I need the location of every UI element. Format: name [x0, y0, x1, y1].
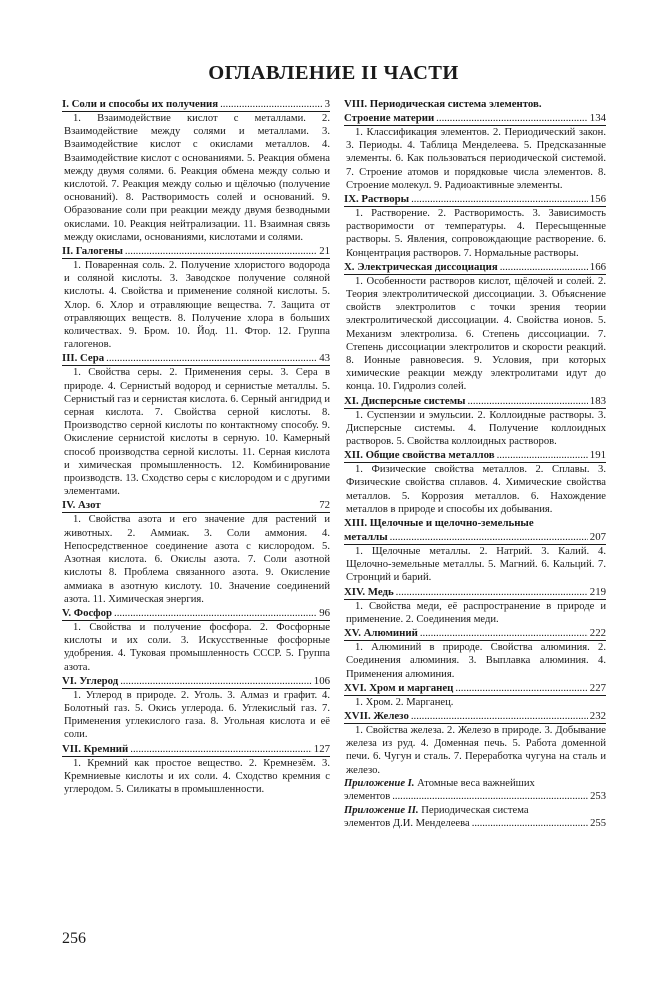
toc-section [62, 674, 330, 742]
toc-section-heading[interactable] [344, 448, 606, 463]
toc-section [62, 97, 330, 244]
section-contents: 1. Щелочные металлы. 2. Натрий. 3. Калий. 4. Щелочно-земельные металлы. 5. Магний. 6. Кальций. 7. Стронций и барий. [346, 546, 606, 584]
section-title-line1: VIII. Периодическая система элементов. [344, 98, 542, 110]
toc-section-heading[interactable] [344, 192, 606, 207]
toc-section [62, 606, 330, 674]
toc-section-heading[interactable] [344, 709, 606, 724]
appendix-text: Атомные веса важнейших [417, 777, 535, 789]
appendix-page: 253 [590, 791, 606, 803]
leader-dots [125, 244, 317, 258]
section-contents: 1. Поваренная соль. 2. Получение хлористого водорода и соляной кислоты. 3. Заводское получение соляной кислоты. 4. Свойства и применение соляной кислоты. 5. Хлор. 6. Хлор и отравляющие вещества. 7. Защита от отравляющих веществ. 8. Получение хлора в больших количествах. 9. Бром. 10. Йод. 11. Фтор. 12. Группа галогенов. [64, 260, 330, 351]
toc-section [344, 97, 606, 192]
toc-section [62, 244, 330, 351]
section-page: 134 [589, 112, 606, 124]
leader-dots [497, 448, 588, 462]
toc-section [344, 709, 606, 777]
section-page: 191 [589, 449, 606, 462]
section-contents: 1. Классификация элементов. 2. Периодический закон. 3. Периоды. 4. Таблица Менделеева. 5. Предсказанные элементы. 6. Как пользоваться периодической системой. 7. Строение атомов и порядковые числа элементов. 8. Строение молекул. 9. Радиоактивные элементы. [346, 127, 606, 191]
section-contents: 1. Алюминий в природе. Свойства алюминия. 2. Соединения алюминия. 3. Выплавка алюминия. 4. Применения алюминия. [346, 642, 606, 680]
toc-section-heading[interactable] [62, 498, 330, 513]
section-contents: 1. Физические свойства металлов. 2. Сплавы. 3. Физические свойства сплавов. 4. Химические свойства металлов. 5. Коррозия металлов. 6. Нахождение металлов в природе и способы их добывания. [346, 464, 606, 515]
section-title: металлы [344, 531, 388, 544]
section-contents: 1. Суспензии и эмульсии. 2. Коллоидные растворы. 3. Дисперсные системы. 4. Получение коллоидных растворов. 5. Свойства коллоидных растворов. [346, 409, 606, 448]
section-title: VI. Углерод [62, 674, 119, 687]
toc-section [344, 394, 606, 449]
toc-section [344, 585, 606, 626]
toc-section-heading[interactable] [344, 111, 606, 126]
leader-dots [106, 351, 317, 365]
toc-section-heading[interactable] [62, 606, 330, 621]
toc-section [344, 681, 606, 709]
appendix-entry[interactable] [344, 804, 606, 831]
section-page: 222 [589, 627, 606, 640]
appendix-text-cont: элементов Д.И. Менделеева [344, 817, 470, 829]
toc-section-heading[interactable] [344, 626, 606, 641]
section-contents: 1. Свойства азота и его значение для растений и животных. 2. Аммиак. 3. Соли аммония. 4. Непосредственное соединение азота с кислородом. 5. Азотная кислота. 6. Окислы азота. 7. Соли азотной кислоты 8. Проблема связанного азота. 9. Окисление аммиака в азотную кислоту. 10. Значение соединений азота. 11. Химическая энергия. [64, 514, 330, 605]
section-contents: 1. Особенности растворов кислот, щёлочей и солей. 2. Теория электролитической диссоциации. 3. Объяснение свойств электролитов с точки зрения теории электролитической диссоциации. 4. Свойства ионов. 5. Механизм электролиза. 6. Степень диссоциации. 7. Степень диссоциации электролитов и скорости реакций. 8. Ионные равновесия. 9. Условия, при которых химические реакции между электролитами идут до конца. 10. Гидролиз солей. [346, 275, 606, 393]
section-page: 227 [589, 681, 606, 694]
toc-section-heading[interactable] [344, 681, 606, 696]
appendix-label: Приложение II. [344, 804, 419, 816]
toc-section [344, 260, 606, 394]
section-title-line1: XIII. Щелочные и щелочно-земельные [344, 517, 534, 530]
section-title: Строение материи [344, 112, 435, 124]
section-page: 183 [589, 394, 606, 407]
toc-section [62, 351, 330, 498]
section-title: IX. Растворы [344, 193, 410, 206]
section-title: XIV. Медь [344, 585, 394, 598]
section-page: 43 [319, 352, 330, 365]
section-page: 106 [313, 674, 330, 687]
toc-section [62, 742, 330, 797]
section-page: 232 [589, 709, 606, 722]
appendix-label: Приложение I. [344, 777, 415, 789]
section-contents: 1. Свойства и получение фосфора. 2. Фосфорные кислоты и их соли. 3. Искусственные фосфорные удобрения. 4. Туковая промышленность СССР. 5. Группа азота. [64, 621, 330, 673]
appendix-line2 [344, 790, 606, 803]
section-contents: 1. Хром. 2. Марганец. [355, 696, 454, 708]
appendix-text-cont: элементов [344, 791, 391, 803]
section-title: XII. Общие свойства металлов [344, 449, 495, 462]
toc-section-heading[interactable] [344, 530, 606, 545]
section-title: XVII. Железо [344, 709, 409, 722]
toc-section [344, 192, 606, 260]
leader-dots [411, 709, 588, 723]
leader-dots [472, 817, 588, 830]
section-contents: 1. Взаимодействие кислот с металлами. 2. Взаимодействие между солями и металлами. 3. Взаимодействие кислот с окислами металлов. 4. Взаимодействие кислот с основаниями. 5. Реакция обмена между двумя солями. 6. Реакция обмена между солью и кислотой. 7. Реакция между солью и щёлочью (получение оснований). 8. Растворимость солей и оснований. 9. Образование соли при реакции между двумя безводными окислами. 10. Реакция нейтрализации. 11. Взаимная связь между окислами, основаниями, кислотами и солями. [64, 113, 330, 243]
section-title: VII. Кремний [62, 742, 129, 755]
section-contents: 1. Свойства серы. 2. Применения серы. 3. Сера в природе. 4. Сернистый водород и сернистые металлы. 5. Сернистый газ и сернистая кислота. 6. Серный ангидрид и серная кислота. 7. Свойства серной кислоты. 8. Производство серной кислоты по контактному способу. 9. Окисление сернистой кислоты в серную. 10. Камерный способ производства серной кислоты. 11. Серная кислота и химическая промышленность. 12. Комбинирование производств. 13. Сходство серы с кислородом и с другими элементами. [64, 367, 330, 498]
section-title: XV. Алюминий [344, 627, 418, 640]
leader-dots [390, 530, 588, 544]
toc-column-left [62, 97, 330, 796]
section-title: III. Сера [62, 352, 105, 365]
leader-dots [130, 742, 312, 756]
toc-section [62, 498, 330, 605]
section-contents: 1. Свойства железа. 2. Железо в природе. 3. Добывание железа из руд. 4. Доменная печь. 5. Работа доменной печи. 6. Чугун и сталь. 7. Переработка чугуна на сталь и железо. [346, 724, 606, 776]
section-title: II. Галогены [62, 245, 123, 258]
appendix-line1 [344, 777, 606, 790]
section-title: XI. Дисперсные системы [344, 394, 466, 407]
section-contents: 1. Свойства меди, её распространение в природе и применение. 2. Соединения меди. [346, 600, 606, 625]
section-page: 207 [589, 531, 606, 544]
appendix-page: 255 [590, 817, 606, 829]
appendix-text: Периодическая система [421, 804, 529, 816]
section-contents: 1. Углерод в природе. 2. Уголь. 3. Алмаз и графит. 4. Болотный газ. 5. Окись углерода. 6. Углекислый газ. 7. Применения углекислого газа. 8. Угольная кислота и её соли. [64, 689, 330, 741]
leader-dots [120, 674, 312, 688]
toc-section-heading[interactable] [344, 585, 606, 600]
section-page: 72 [319, 499, 330, 512]
section-title: X. Электрическая диссоциация [344, 260, 498, 273]
page-number: 256 [62, 930, 86, 947]
section-page: 166 [589, 260, 606, 273]
leader-dots [436, 111, 588, 125]
section-title: XVI. Хром и марганец [344, 681, 454, 694]
section-page: 127 [313, 742, 330, 755]
appendix-line2 [344, 817, 606, 830]
toc-section-heading[interactable] [62, 674, 330, 689]
leader-dots [220, 97, 322, 111]
section-page: 219 [589, 585, 606, 598]
toc-column-right [344, 97, 606, 830]
leader-dots [396, 585, 588, 599]
section-page: 3 [324, 98, 330, 110]
toc-section [344, 626, 606, 681]
toc-section-heading[interactable] [62, 742, 330, 757]
leader-dots [420, 626, 588, 640]
leader-dots [455, 681, 587, 695]
section-page: 96 [319, 606, 330, 619]
toc-section-heading[interactable] [344, 394, 606, 409]
section-title: V. Фосфор [62, 606, 112, 619]
toc-section-heading[interactable] [62, 351, 330, 366]
toc-section [344, 516, 606, 585]
section-page: 156 [589, 193, 606, 206]
leader-dots [500, 260, 588, 274]
appendix-entry[interactable] [344, 777, 606, 804]
page-title: ОГЛАВЛЕНИЕ II ЧАСТИ [208, 62, 459, 84]
leader-dots [467, 394, 587, 408]
section-contents: 1. Кремний как простое вещество. 2. Кремнезём. 3. Кремниевые кислоты и их соли. 4. Сходство кремния с углеродом. 5. Силикаты в промышленности. [64, 757, 330, 795]
toc-section-heading[interactable] [62, 97, 330, 112]
leader-dots [114, 606, 317, 620]
toc-section-heading[interactable] [62, 244, 330, 259]
toc-section [344, 448, 606, 516]
toc-section-heading[interactable] [344, 260, 606, 275]
section-title: IV. Азот [62, 499, 101, 512]
section-page: 21 [319, 245, 330, 258]
leader-dots [392, 790, 588, 803]
section-title: I. Соли и способы их получения [62, 98, 219, 110]
leader-dots [411, 192, 588, 206]
appendix-line1 [344, 804, 606, 817]
section-contents: 1. Растворение. 2. Растворимость. 3. Зависимость растворимости от температуры. 4. Пересыщенные растворы. 5. Явления, сопровождающие растворение. 6. Концентрация растворов. 7. Нормальные растворы. [346, 208, 606, 259]
